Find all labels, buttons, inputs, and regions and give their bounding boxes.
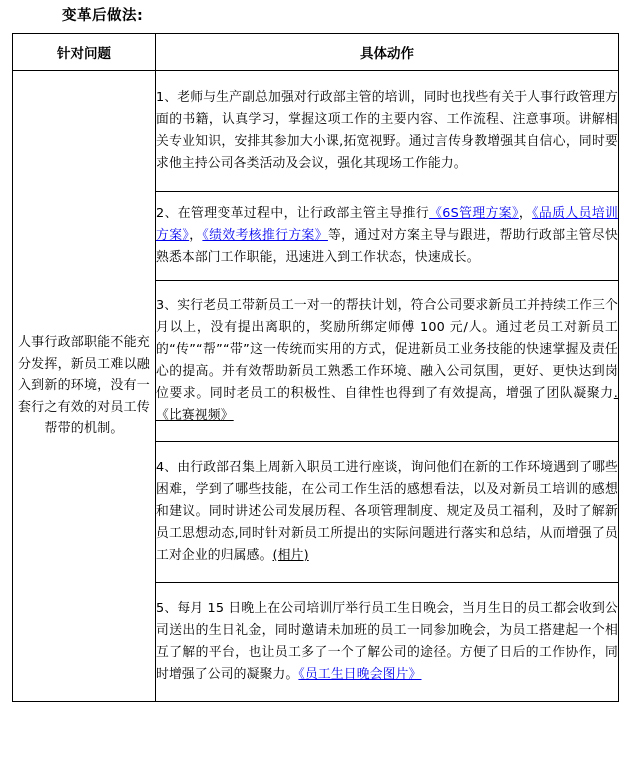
action-cell-5 xyxy=(156,583,619,702)
action-4-text: 4、由行政部召集上周新入职员工进行座谈，询问他们在新的工作环境遇到了哪些困难，学到了哪些技能，在公司工作生活的感想看法，以及对新员工培训的感想和建议。同时讲述公司发展历程、各项管理制度、规定及员工福利，及时了解新员工思想动态,同时针对新员工所提出的实际问题进行落实和总结，从而增强了员工对企业的归属感。 xyxy=(156,460,618,563)
action-2-sep1: ， xyxy=(518,206,533,221)
action-cell-2 xyxy=(156,192,619,281)
action-cell-3 xyxy=(156,281,619,442)
link-performance-plan[interactable]: 《绩效考核推行方案》 xyxy=(202,228,328,243)
table-row xyxy=(13,71,619,192)
action-3-text: 3、实行老员工带新员工一对一的帮扶计划，符合公司要求新员工并持续工作三个月以上，没有提出离职的，奖励所绑定师傅 100 元/人。通过老员工对新员工的“传”“帮”“带”这一传统而实用的方式，促进新员工业务技能的快速掌握及责任心的提高。并有效帮助新员工熟悉工作环境、融入公司氛围，更好、更快达到岗位要求。同时老员工的积极性、自律性也得到了有效提高，增强了团队凝聚力 xyxy=(156,298,618,401)
measures-table xyxy=(12,33,619,702)
link-6s-plan[interactable]: 《6S管理方案》 xyxy=(429,206,519,221)
link-photos[interactable]: (相片) xyxy=(272,548,309,563)
issue-cell: 人事行政部职能不能充分发挥，新员工难以融入到新的环境，没有一套行之有效的对员工传帮带的机制。 xyxy=(13,71,156,702)
link-birthday-party-photos[interactable]: 《员工生日晚会图片》 xyxy=(298,667,422,682)
header-issue: 针对问题 xyxy=(13,34,156,71)
action-cell-1 xyxy=(156,71,619,192)
link-competition-video[interactable]: .《比赛视频》 xyxy=(156,386,618,423)
action-1-text: 1、老师与生产副总加强对行政部主管的培训，同时也找些有关于人事行政管理方面的书籍，认真学习，掌握这项工作的主要内容、工作流程、注意事项。讲解相关专业知识，安排其参加大小课,拓宽视野。通过言传身教增强其自信心，同时要求他主持公司各类活动及会议，强化其现场工作能力。 xyxy=(156,90,618,171)
page-title: 变革后做法: xyxy=(62,8,144,24)
table-header-row xyxy=(13,34,619,71)
header-action: 具体动作 xyxy=(156,34,619,71)
action-5-text: 5、每月 15 日晚上在公司培训厅举行员工生日晚会，当月生日的员工都会收到公司送出的生日礼金，同时邀请未加班的员工一同参加晚会，为员工搭建起一个相互了解的平台，也让员工多了一个了解公司的途径。方便了日后的工作协作，同时增强了公司的凝聚力。 xyxy=(156,601,618,682)
action-2-post: 等，通过对方案主导与跟进，帮助行政部主管尽快熟悉本部门工作职能，迅速进入到工作状态，快速成长。 xyxy=(156,228,618,265)
action-2-sep2: ， xyxy=(189,228,203,243)
action-2-text: 2、在管理变革过程中，让行政部主管主导推行 xyxy=(156,206,430,221)
action-cell-4 xyxy=(156,442,619,583)
link-quality-training-plan[interactable]: 《品质人员培训方案》 xyxy=(156,206,618,243)
